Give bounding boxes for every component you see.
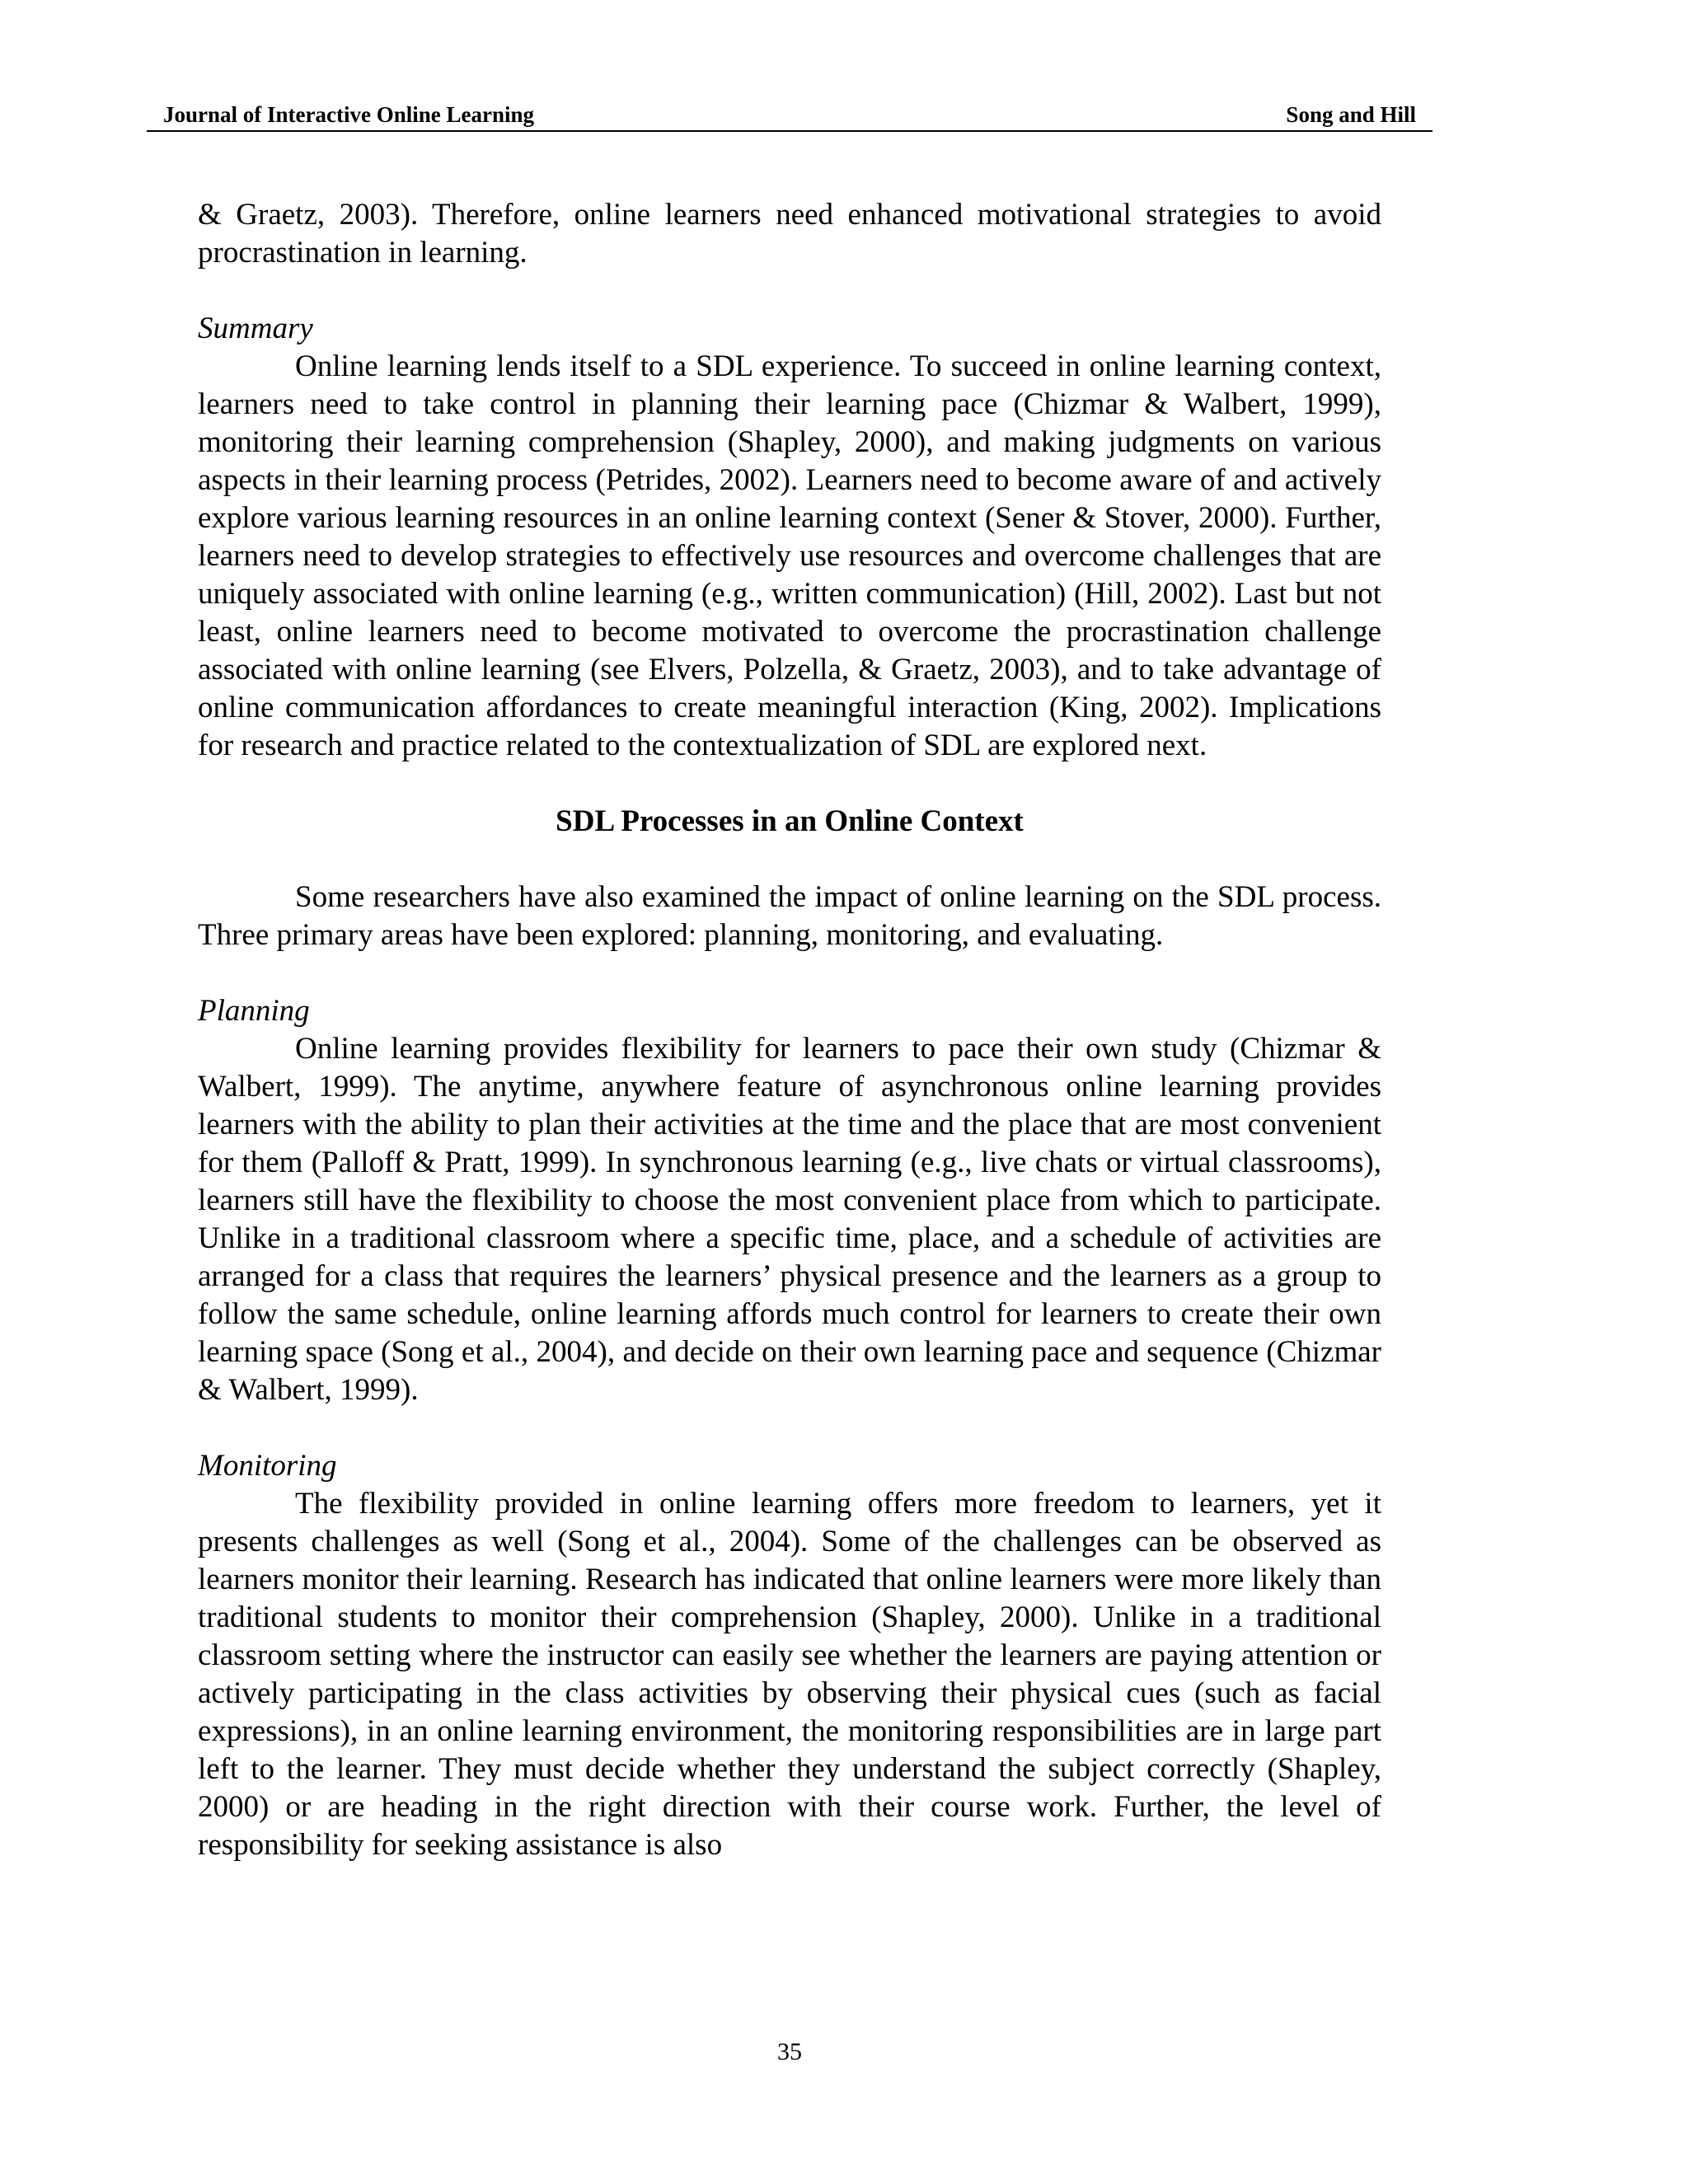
section-title: SDL Processes in an Online Context: [556, 804, 1024, 838]
summary-heading: Summary: [198, 312, 313, 345]
spacer: [198, 765, 1381, 803]
monitoring-heading: Monitoring: [198, 1449, 337, 1483]
planning-heading: Planning: [198, 994, 310, 1028]
spacer: [198, 272, 1381, 310]
section-intro-paragraph: Some researchers have also examined the impact of online learning on the SDL process. Three primary areas have been explored: planning, monitoring, and evaluating.: [198, 880, 1381, 952]
spacer: [198, 841, 1381, 879]
spacer: [198, 954, 1381, 992]
journal-title: Journal of Interactive Online Learning: [163, 102, 534, 127]
page-number: 35: [777, 2038, 802, 2065]
spacer: [198, 1409, 1381, 1447]
running-header: [147, 99, 1432, 132]
summary-paragraph: Online learning lends itself to a SDL experience. To succeed in online learning context, learners need to take control in planning their learning pace (Chizmar & Walbert, 1999), monitoring their learning comprehension (Shapley, 2000), and making judgments on various aspects in their learning process (Petrides, 2002). Learners need to become aware of and actively explore various learning resources in an online learning context (Sener & Stover, 2000). Further, learners need to develop strategies to effectively use resources and overcome challenges that are uniquely associated with online learning (e.g., written communication) (Hill, 2002). Last but not least, online learners need to become motivated to overcome the procrastination challenge associated with online learning (see Elvers, Polzella, & Graetz, 2003), and to take advantage of online communication affordances to create meaningful interaction (King, 2002). Implications for research and practice related to the contextualization of SDL are explored next.: [198, 349, 1381, 762]
author-names: Song and Hill: [1286, 102, 1416, 127]
continuation-paragraph: & Graetz, 2003). Therefore, online learners need enhanced motivational strategies to avoid procrastination in learning.: [198, 198, 1381, 269]
article-body: [198, 196, 1381, 1864]
monitoring-paragraph: The flexibility provided in online learning offers more freedom to learners, yet it presents challenges as well (Song et al., 2004). Some of the challenges can be observed as learners monitor their learning. Research has indicated that online learners were more likely than traditional students to monitor their comprehension (Shapley, 2000). Unlike in a traditional classroom setting where the instructor can easily see whether the learners are paying attention or actively participating in the class activities by observing their physical cues (such as facial expressions), in an online learning environment, the monitoring responsibilities are in large part left to the learner. They must decide whether they understand the subject correctly (Shapley, 2000) or are heading in the right direction with their course work. Further, the level of responsibility for seeking assistance is also: [198, 1487, 1381, 1862]
planning-paragraph: Online learning provides flexibility for learners to pace their own study (Chizmar & Walbert, 1999). The anytime, anywhere feature of asynchronous online learning provides learners with the ability to plan their activities at the time and the place that are most convenient for them (Palloff & Pratt, 1999). In synchronous learning (e.g., live chats or virtual classrooms), learners still have the flexibility to choose the most convenient place from which to participate. Unlike in a traditional classroom where a specific time, place, and a schedule of activities are arranged for a class that requires the learners’ physical presence and the learners as a group to follow the same schedule, online learning affords much control for learners to create their own learning space (Song et al., 2004), and decide on their own learning pace and sequence (Chizmar & Walbert, 1999).: [198, 1032, 1381, 1407]
